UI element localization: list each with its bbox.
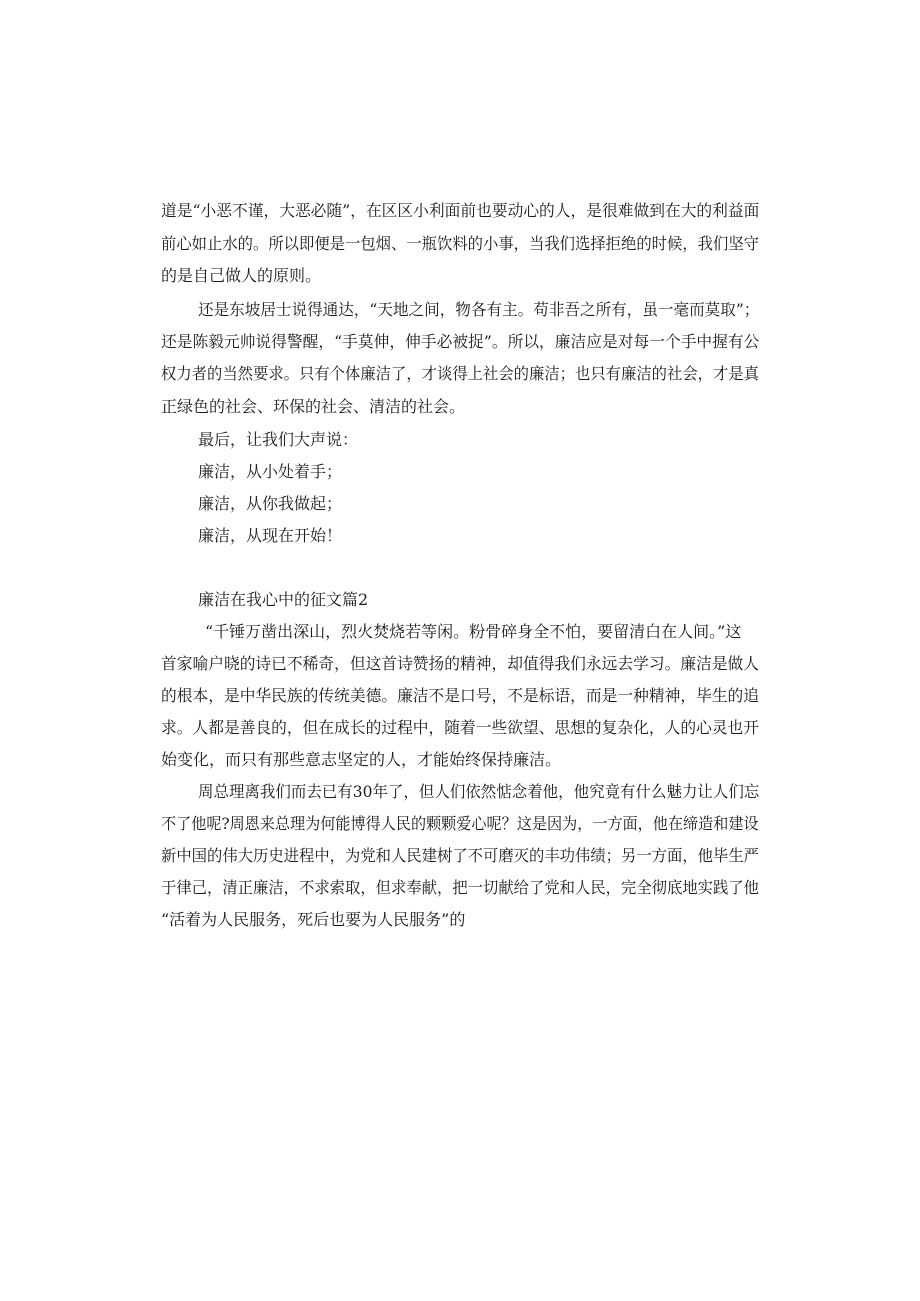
slogan-line-1 (0, 457, 920, 487)
text-line: 首家喻户晓的诗已不稀奇，但这首诗赞扬的精神，却值得我们永远去学习。廉洁是做人 (161, 654, 760, 673)
text-line: 周总理离我们而去已有30年了，但人们依然惦念着他，他究竟有什么魅力让人们忘 (198, 782, 760, 801)
paragraph-2-line-3 (0, 359, 920, 389)
section-heading (0, 585, 920, 615)
text-line: “活着为人民服务，死后也要为人民服务”的 (161, 910, 466, 929)
text-line: 还是东坡居士说得通达，“天地之间，物各有主。苟非吾之所有，虽一毫而莫取”； (198, 300, 760, 319)
text-line: 还是陈毅元帅说得警醒，“手莫伸，伸手必被捉”。所以，廉洁应是对每一个手中握有公 (161, 332, 760, 351)
paragraph-3-line-2 (0, 649, 920, 679)
paragraph-4-line-3 (0, 841, 920, 871)
text-line: 新中国的伟大历史进程中，为党和人民建树了不可磨灭的丰功伟绩；另一方面，他毕生严 (161, 846, 759, 865)
paragraph-4-line-1 (0, 777, 920, 807)
text-line: 权力者的当然要求。只有个体廉洁了，才谈得上社会的廉洁；也只有廉洁的社会，才是真 (161, 364, 759, 383)
text-line: 的是自己做人的原则。 (161, 266, 322, 285)
paragraph-4-line-5 (0, 905, 920, 935)
text-line: 廉洁，从小处着手； (198, 462, 343, 481)
text-line: 不了他呢?周恩来总理为何能博得人民的颗颗爱心呢？这是因为，一方面，他在缔造和建设 (161, 814, 759, 833)
paragraph-1-line-3 (0, 261, 920, 291)
paragraph-2-line-2 (0, 327, 920, 357)
paragraph-3-line-4 (0, 713, 920, 743)
heading-text: 廉洁在我心中的征文篇2 (198, 590, 369, 609)
paragraph-2-line-4 (0, 392, 920, 422)
text-line: 求。人都是善良的，但在成长的过程中，随着一些欲望、思想的复杂化，人的心灵也开 (161, 718, 760, 737)
text-line: 正绿色的社会、环保的社会、清洁的社会。 (161, 397, 466, 416)
paragraph-3-line-3 (0, 681, 920, 711)
text-line: 于律己，清正廉洁，不求索取，但求奉献，把一切献给了党和人民，完全彻底地实践了他 (161, 878, 759, 897)
text-line: 道是“小恶不谨，大恶必随”，在区区小利面前也要动心的人，是很难做到在大的利益面 (161, 201, 760, 220)
text-line: “千锤万凿出深山，烈火焚烧若等闲。粉骨碎身全不怕，要留清白在人间。”这 (205, 622, 742, 641)
paragraph-3-line-5 (0, 745, 920, 775)
paragraph-1-line-1 (0, 196, 920, 226)
paragraph-3-line-1 (0, 617, 920, 647)
slogan-line-2 (0, 489, 920, 519)
text-line: 前心如止水的。所以即便是一包烟、一瓶饮料的小事，当我们选择拒绝的时候，我们坚守 (161, 234, 759, 253)
paragraph-4-line-2 (0, 809, 920, 839)
text-line: 最后，让我们大声说： (198, 430, 359, 449)
paragraph-4-line-4 (0, 873, 920, 903)
slogan-line-3 (0, 521, 920, 551)
text-line: 的根本，是中华民族的传统美德。廉洁不是口号，不是标语，而是一种精神，毕生的追 (161, 686, 760, 705)
text-line: 廉洁，从你我做起； (198, 494, 343, 513)
text-line: 始变化，而只有那些意志坚定的人，才能始终保持廉洁。 (161, 750, 562, 769)
paragraph-2-line-1 (0, 295, 920, 325)
paragraph-1-line-2 (0, 229, 920, 259)
closing-intro-line (0, 425, 920, 455)
text-line: 廉洁，从现在开始！ (198, 526, 343, 545)
